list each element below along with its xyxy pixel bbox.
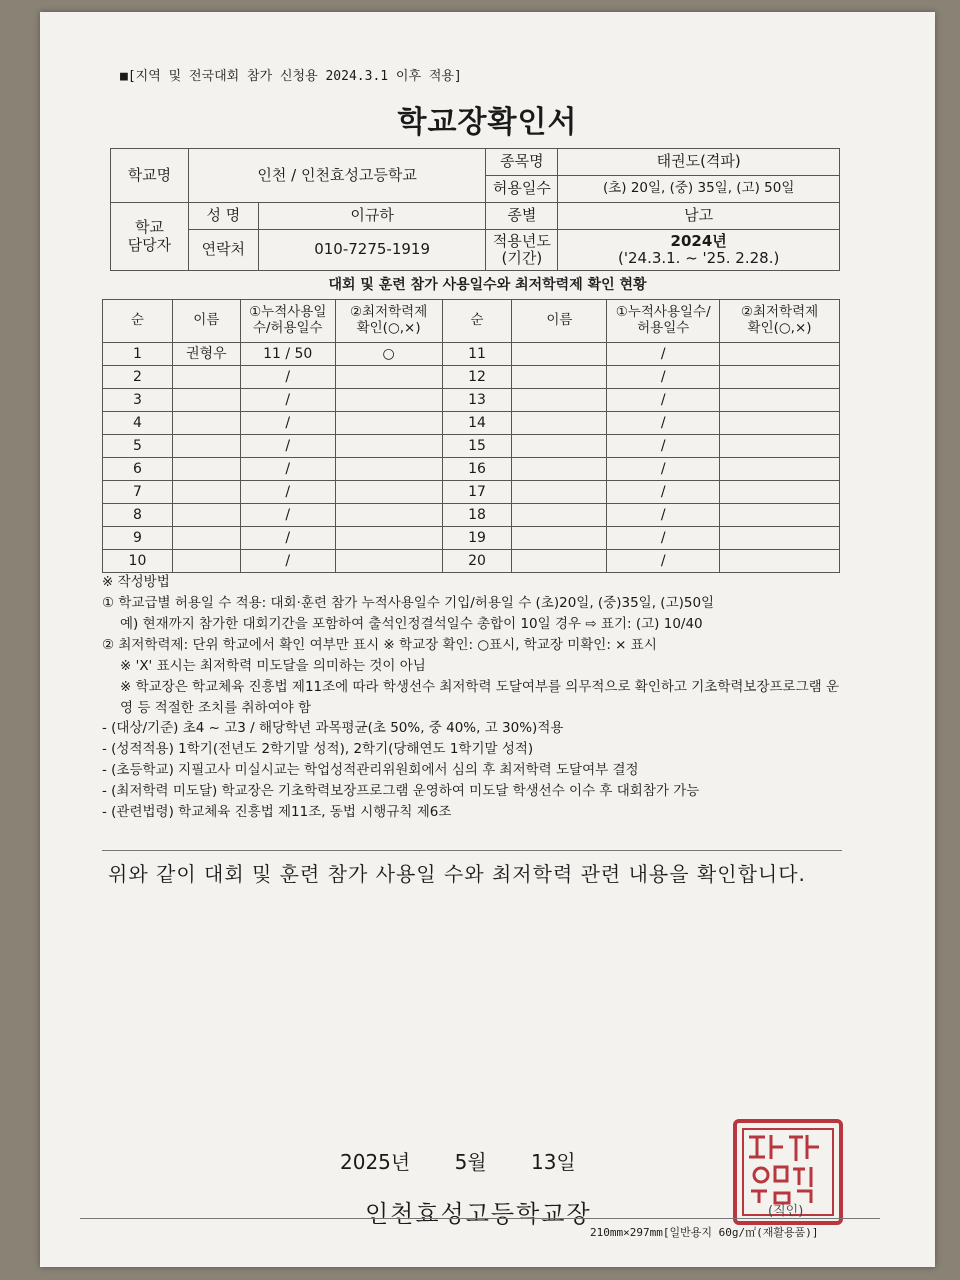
cell-l-min [335,481,442,504]
paper-spec: 210mm×297mm[일반용지 60g/㎡(재활용품)] [590,1226,819,1239]
cell-r-no: 19 [442,527,512,550]
apply-year-value [558,230,840,271]
cell-l-min [335,435,442,458]
note-2: ② 최저학력제: 단위 학교에서 확인 여부만 표시 ※ 학교장 확인: ○표시, 학교장 미확인: × 표시 [102,636,657,653]
cell-r-name [512,504,607,527]
gender-value: 남고 [558,203,840,230]
cell-l-no: 9 [103,527,173,550]
cell-l-no: 5 [103,435,173,458]
cell-r-no: 14 [442,412,512,435]
table-row [103,458,840,481]
manager-name-value: 이규하 [258,203,486,230]
footer-divider [80,1218,880,1219]
cell-r-name [512,412,607,435]
cell-l-min [335,527,442,550]
manager-contact-label: 연락처 [188,230,258,271]
date-year: 2025년 [340,1150,411,1174]
table-row [103,435,840,458]
note-heading: ※ 작성방법 [102,574,170,590]
cell-r-no: 12 [442,366,512,389]
cell-r-min [720,389,840,412]
cell-r-days: / [607,412,720,435]
date-day: 13일 [530,1150,576,1174]
cell-r-days: / [607,366,720,389]
cell-l-min [335,389,442,412]
principal-title: 인천효성고등학교장 [365,1200,592,1228]
cell-l-days: 11 / 50 [240,343,335,366]
cell-r-days: / [607,458,720,481]
issue-date [340,1146,614,1175]
divider [102,850,842,851]
cell-l-no: 10 [103,550,173,573]
cell-l-name [172,458,240,481]
cell-l-min [335,412,442,435]
manager-contact-value: 010-7275-1919 [258,230,486,271]
cell-r-no: 16 [442,458,512,481]
note-target: - (대상/기준) 초4 ~ 고3 / 해당학년 과목평균(초 50%, 중 40%, 고 30%)적용 [102,720,564,737]
cell-l-days: / [240,550,335,573]
apply-year-label-line1: 적용년도 [492,231,551,250]
school-info-table [110,148,840,271]
cell-r-days: / [607,527,720,550]
cell-l-name [172,481,240,504]
cell-l-days: / [240,458,335,481]
table-row [103,527,840,550]
table-row [103,343,840,366]
cell-r-min [720,527,840,550]
note-grade-apply: - (성적적용) 1학기(전년도 2학기말 성적), 2학기(당해연도 1학기말 성적) [102,741,534,758]
table-row [103,389,840,412]
header-days-right-line1: ①누적사용일수/ [615,304,711,321]
cell-l-name [172,504,240,527]
note-law: - (관련법령) 학교체육 진흥법 제11조, 동법 시행규칙 제6조 [102,804,452,821]
apply-year-label-line2: (기간) [501,249,543,267]
apply-year-value-line1: 2024년 [670,231,727,250]
cell-r-min [720,550,840,573]
table-row [103,366,840,389]
cell-l-no: 4 [103,412,173,435]
allowed-days-value: (초) 20일, (중) 35일, (고) 50일 [558,176,840,203]
cell-r-name [512,435,607,458]
cell-r-no: 18 [442,504,512,527]
header-min-right-line1: ②최저학력제 [740,304,819,321]
header-min-right-line2: 확인(○,×) [747,320,812,336]
note-below-min: - (최저학력 미도달) 학교장은 기초학력보장프로그램 운영하여 미도달 학생선수 이수 후 대회참가 가능 [102,783,700,800]
cell-r-no: 15 [442,435,512,458]
cell-l-name [172,550,240,573]
cell-r-name [512,366,607,389]
allowed-days-label: 허용일수 [486,176,558,203]
cell-l-name: 권형우 [172,343,240,366]
table-subtitle: 대회 및 훈련 참가 사용일수와 최저학력제 확인 현황 [328,277,647,293]
cell-r-min [720,504,840,527]
cell-r-days: / [607,481,720,504]
seal-label: (직인) [768,1204,804,1219]
cell-l-name [172,412,240,435]
note-example: 예) 현재까지 참가한 대회기간을 포함하여 출석인정결석일수 총합이 10일 경우 ⇨ 표기: (고) 10/40 [120,615,703,632]
cell-r-no: 13 [442,389,512,412]
header-days-right [607,300,720,343]
manager-label-line1: 학교 [134,218,164,237]
cell-l-days: / [240,504,335,527]
table-row [103,550,840,573]
cell-l-name [172,435,240,458]
table-row [103,412,840,435]
gender-label: 종별 [486,203,558,230]
cell-r-min [720,481,840,504]
cell-r-name [512,527,607,550]
header-no-right: 순 [442,300,512,343]
manager-name-label: 성 명 [188,203,258,230]
cell-r-no: 20 [442,550,512,573]
cell-l-no: 3 [103,389,173,412]
sport-value: 태권도(격파) [558,149,840,176]
cell-r-name [512,343,607,366]
school-value: 인천 / 인천효성고등학교 [188,149,486,203]
cell-r-days: / [607,389,720,412]
header-min [335,300,442,343]
cell-r-no: 17 [442,481,512,504]
header-days [240,300,335,343]
table-row [103,481,840,504]
cell-r-days: / [607,435,720,458]
sport-label: 종목명 [486,149,558,176]
cell-l-no: 7 [103,481,173,504]
cell-l-min [335,366,442,389]
cell-l-days: / [240,412,335,435]
date-month: 5월 [454,1150,487,1174]
cell-r-name [512,550,607,573]
cell-l-no: 2 [103,366,173,389]
cell-r-min [720,412,840,435]
cell-r-days: / [607,343,720,366]
cell-l-no: 6 [103,458,173,481]
cell-l-no: 1 [103,343,173,366]
cell-l-name [172,527,240,550]
cell-l-days: / [240,389,335,412]
note-principal-duty: ※ 학교장은 학교체육 진흥법 제11조에 따라 학생선수 최저학력 도달여부를 의무적으로 확인하고 기초학력보장프로그램 운영 등 적절한 조치를 취하여야 함 [120,678,839,716]
cell-r-min [720,435,840,458]
header-min-line1: ②최저학력제 [349,304,428,321]
cell-l-days: / [240,527,335,550]
manager-label [111,203,189,271]
cell-r-name [512,389,607,412]
cell-l-min [335,458,442,481]
note-elementary: - (초등학교) 지필고사 미실시교는 학업성적관리위원회에서 심의 후 최저학력 도달여부 결정 [102,762,639,779]
document-page [40,12,935,1267]
cell-l-no: 8 [103,504,173,527]
cell-r-min [720,343,840,366]
cell-r-no: 11 [442,343,512,366]
note-1: ① 학교급별 허용일 수 적용: 대회·훈련 참가 누적사용일수 기입/허용일 수 (초)20일, (중)35일, (고)50일 [102,594,715,611]
manager-label-line2: 담당자 [127,235,172,254]
apply-year-value-line2: ('24.3.1. ~ '25. 2.28.) [618,249,780,267]
school-label: 학교명 [111,149,189,203]
page-title: 학교장확인서 [397,105,578,140]
header-name: 이름 [172,300,240,343]
header-min-line2: 확인(○,×) [356,320,421,336]
cell-l-days: / [240,435,335,458]
cell-l-days: / [240,366,335,389]
cell-r-name [512,481,607,504]
table-row [103,504,840,527]
header-min-right [720,300,840,343]
confirmation-statement: 위와 같이 대회 및 훈련 참가 사용일 수와 최저학력 관련 내용을 확인합니다. [108,862,806,886]
header-days-line1: ①누적사용일 [249,304,327,321]
cell-r-name [512,458,607,481]
participation-table [102,299,840,573]
apply-year-label [486,230,558,271]
cell-l-days: / [240,481,335,504]
header-days-line2: 수/허용일수 [252,320,323,336]
header-note: ■[지역 및 전국대회 참가 신청용 2024.3.1 이후 적용] [120,69,462,84]
cell-r-days: / [607,504,720,527]
note-x-meaning: ※ 'X' 표시는 최저학력 미도달을 의미하는 것이 아님 [120,657,426,674]
cell-r-days: / [607,550,720,573]
cell-r-min [720,366,840,389]
instructions [102,572,842,823]
cell-l-name [172,389,240,412]
cell-l-min: ○ [335,343,442,366]
cell-l-min [335,504,442,527]
cell-r-min [720,458,840,481]
cell-l-name [172,366,240,389]
header-days-right-line2: 허용일수 [637,320,690,336]
header-name-right: 이름 [512,300,607,343]
cell-l-min [335,550,442,573]
seal-stamp-icon [741,1127,827,1209]
table-header-row [103,300,840,343]
header-no: 순 [103,300,173,343]
